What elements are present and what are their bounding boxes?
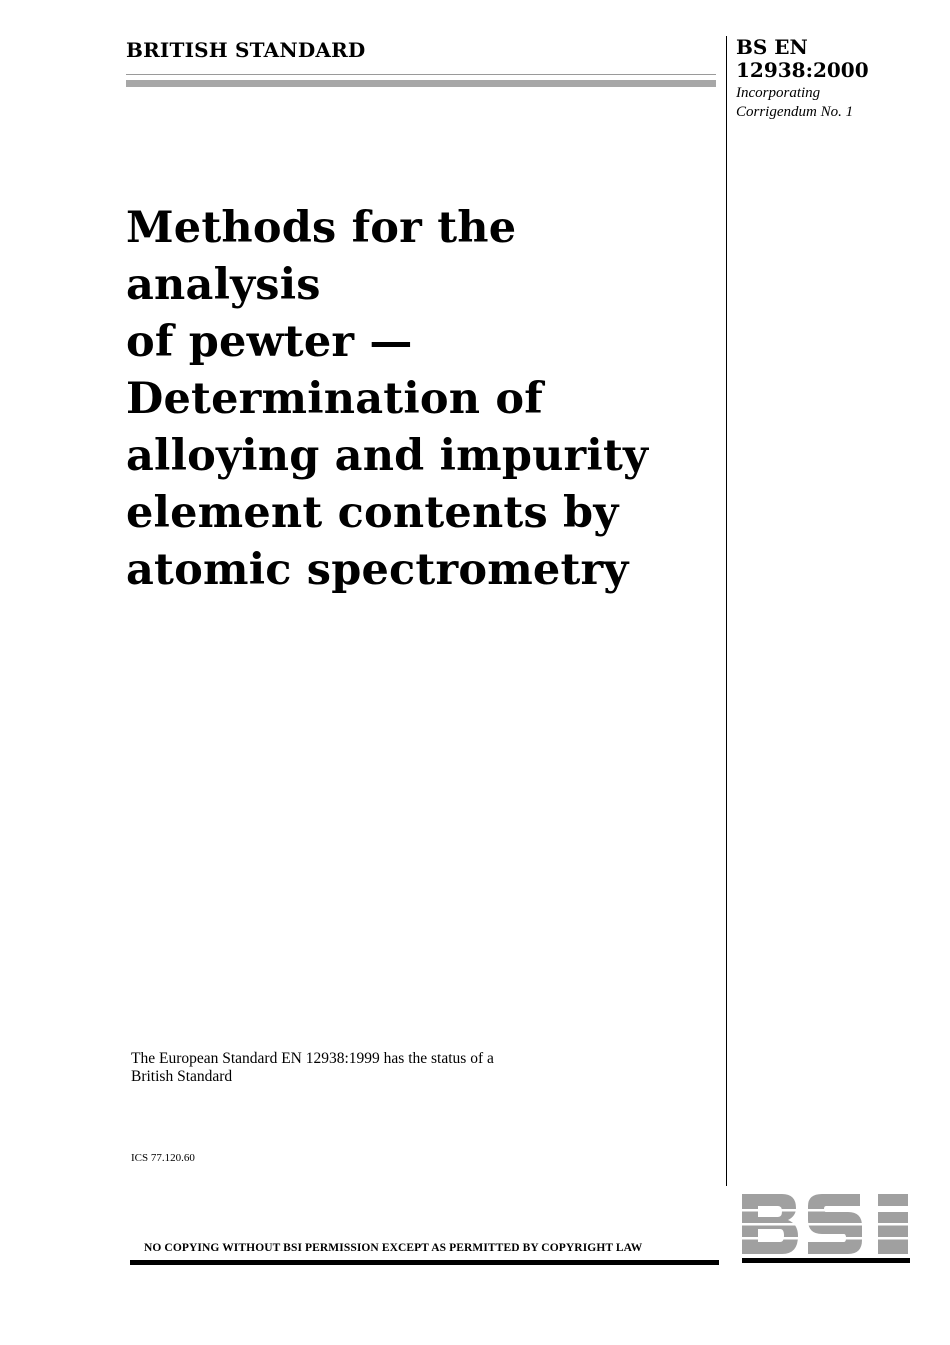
title-line: alloying and impurity [126,431,649,481]
title-line: Methods for the analysis [126,203,517,310]
status-statement [131,1050,551,1086]
standard-number-line1: BS EN [736,35,808,59]
bsi-logo [742,1192,910,1264]
ics-code: ICS 77.120.60 [131,1152,195,1164]
status-line2: British Standard [131,1068,233,1085]
document-type-label: BRITISH STANDARD [126,38,366,62]
header-thick-rule [126,80,716,87]
title-line: of pewter — [126,317,413,367]
title-line: element contents by [126,488,619,538]
header-thin-rule [126,74,716,75]
corrigendum-note [736,84,936,122]
title-line: Determination of [126,374,543,424]
standard-number-line2: 12938:2000 [736,58,869,82]
copyright-notice: NO COPYING WITHOUT BSI PERMISSION EXCEPT AS PERMITTED BY COPYRIGHT LAW [144,1242,643,1254]
vertical-divider [726,36,727,1186]
title-line: atomic spectrometry [126,545,629,595]
status-line1: The European Standard EN 12938:1999 has the status of a [131,1050,494,1067]
standard-number [736,36,936,82]
document-title [126,200,726,599]
corrigendum-note-line2: Corrigendum No. 1 [736,104,854,120]
corrigendum-note-line1: Incorporating [736,85,821,101]
bsi-logo-underline [742,1258,910,1263]
footer-rule [130,1260,719,1265]
